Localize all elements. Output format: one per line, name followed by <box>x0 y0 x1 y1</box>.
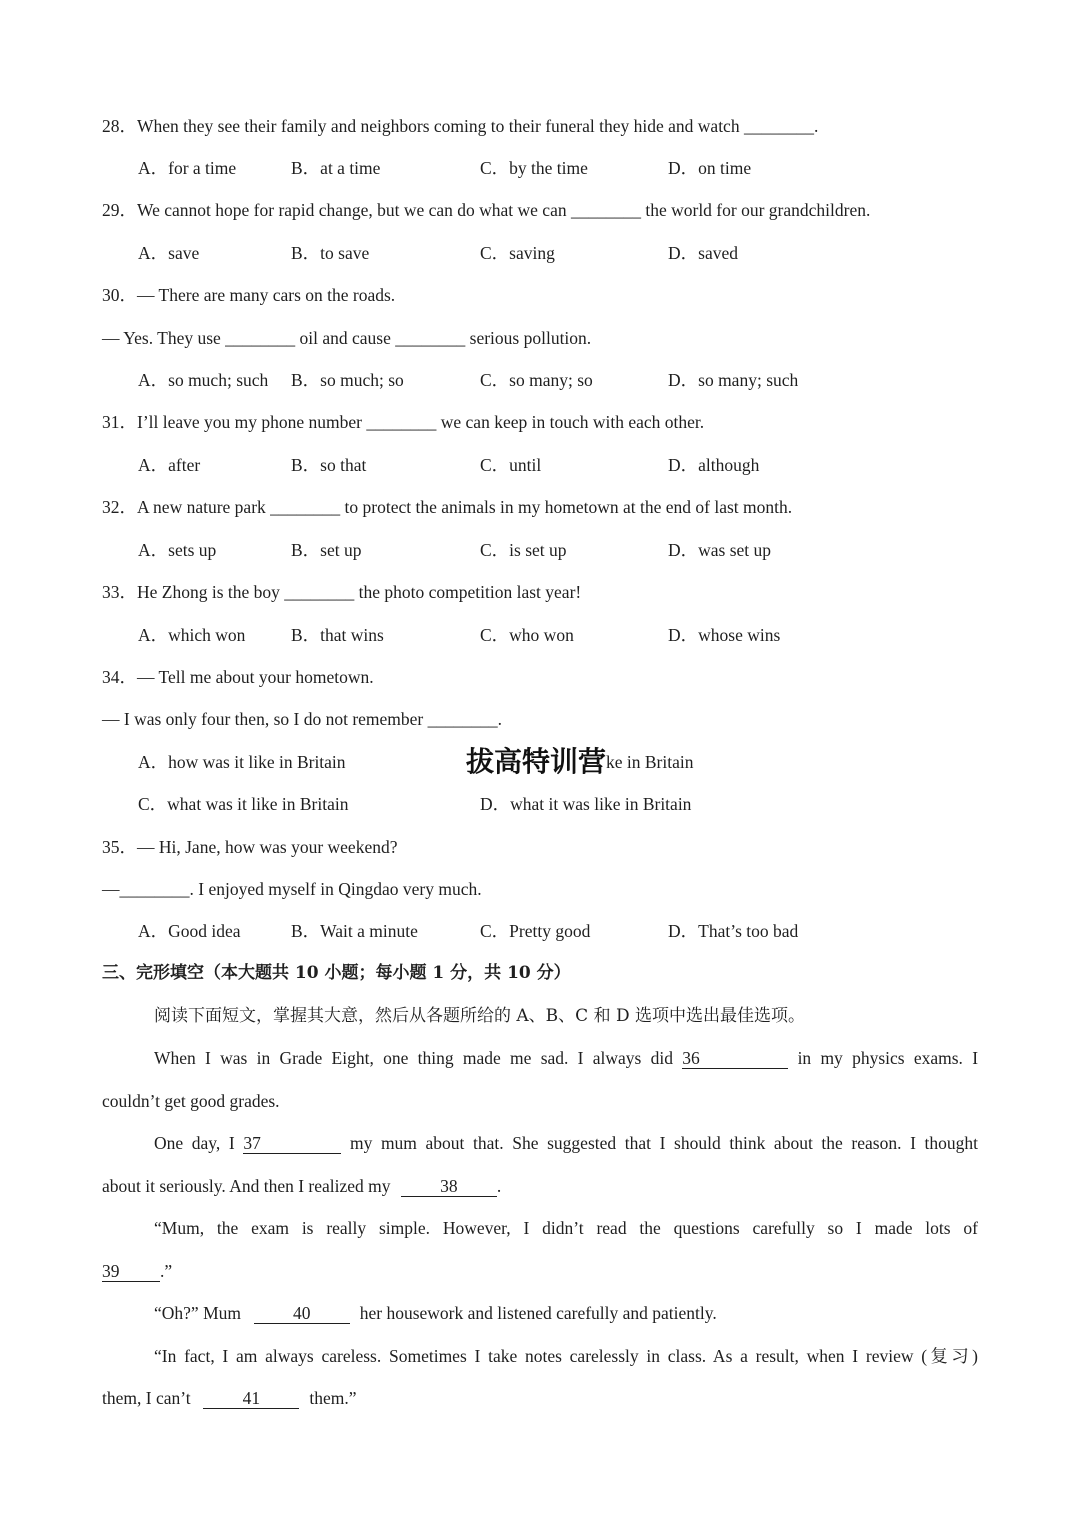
q28-option-b: B．at a time <box>291 158 381 178</box>
passage-p5-line2 <box>102 1387 357 1409</box>
passage-p1-line1 <box>154 1047 978 1069</box>
passage-text: .” <box>160 1261 173 1281</box>
watermark-logo: 拔高特训营 <box>466 745 607 778</box>
passage-p2-line2 <box>102 1175 501 1197</box>
q31-option-c: C．until <box>480 455 542 475</box>
blank-39: 39 <box>102 1261 160 1282</box>
blank-40: 40 <box>254 1303 350 1324</box>
blank-37: 37 <box>243 1133 341 1154</box>
q28-stem: 28．When they see their family and neighbors coming to their funeral they hide and watch ________. <box>102 116 819 136</box>
passage-p3-line1: “Mum, the exam is really simple. However, I didn’t read the questions carefully so I made lots of <box>154 1218 978 1238</box>
q29-option-a: A．save <box>138 243 200 263</box>
q30-stem: 30．— There are many cars on the roads. <box>102 285 396 305</box>
passage-text: them.” <box>309 1388 357 1408</box>
passage-text: about it seriously. And then I realized my <box>102 1176 391 1196</box>
q35-option-b: B．Wait a minute <box>291 921 418 941</box>
q32-stem: 32．A new nature park ________ to protect the animals in my hometown at the end of last month. <box>102 497 793 517</box>
q33-stem: 33．He Zhong is the boy ________ the photo competition last year! <box>102 582 582 602</box>
q28-option-c: C．by the time <box>480 158 588 178</box>
blank-38: 38 <box>401 1176 497 1197</box>
q34-option-a: A．how was it like in Britain <box>138 752 346 772</box>
q34-option-c: C．what was it like in Britain <box>138 794 349 814</box>
q31-stem: 31．I’ll leave you my phone number ________ we can keep in touch with each other. <box>102 412 705 432</box>
q35-stem: 35．— Hi, Jane, how was your weekend? <box>102 837 398 857</box>
q30-option-d: D．so many; such <box>668 370 799 390</box>
q29-option-b: B．to save <box>291 243 370 263</box>
q31-option-b: B．so that <box>291 455 367 475</box>
q30-option-b: B．so much; so <box>291 370 404 390</box>
passage-p2-line1 <box>154 1132 978 1154</box>
q31-option-d: D．although <box>668 455 760 475</box>
q29-option-d: D．saved <box>668 243 738 263</box>
section3-instruction: 阅读下面短文，掌握其大意，然后从各题所给的 A、B、C 和 D 选项中选出最佳选项。 <box>154 1006 806 1026</box>
passage-text: When I was in Grade Eight, one thing made me sad. I always did <box>154 1048 673 1068</box>
passage-text: my mum about that. She suggested that I should think about the reason. I thought <box>349 1133 978 1153</box>
q28-option-d: D．on time <box>668 158 752 178</box>
q33-option-d: D．whose wins <box>668 625 781 645</box>
passage-text: them, I can’t <box>102 1388 191 1408</box>
q35-reply: —________. I enjoyed myself in Qingdao very much. <box>102 879 482 899</box>
q32-option-b: B．set up <box>291 540 362 560</box>
blank-41: 41 <box>203 1388 299 1409</box>
passage-text: “Oh?” Mum <box>154 1303 241 1323</box>
q33-option-c: C．who won <box>480 625 574 645</box>
q35-option-a: A．Good idea <box>138 921 241 941</box>
passage-text: One day, I <box>154 1133 235 1153</box>
q30-option-a: A．so much; such <box>138 370 269 390</box>
section3-heading: 三、完形填空（本大题共 10 小题；每小题 1 分，共 10 分） <box>102 963 571 983</box>
passage-p3-line2 <box>102 1260 172 1282</box>
passage-text: . <box>496 1176 502 1196</box>
q32-option-a: A．sets up <box>138 540 217 560</box>
passage-p1-line2: couldn’t get good grades. <box>102 1091 280 1111</box>
q34-option-d: D．what it was like in Britain <box>480 794 692 814</box>
q28-option-a: A．for a time <box>138 158 237 178</box>
passage-text: in my physics exams. I <box>797 1048 979 1068</box>
q35-option-d: D．That’s too bad <box>668 921 799 941</box>
q34-stem: 34．— Tell me about your hometown. <box>102 667 374 687</box>
q30-reply: — Yes. They use ________ oil and cause ________ serious pollution. <box>102 328 592 348</box>
passage-text: her housework and listened carefully and patiently. <box>359 1303 717 1323</box>
q29-stem: 29．We cannot hope for rapid change, but we can do what we can ________ the world for our grandchildren. <box>102 200 871 220</box>
q30-option-c: C．so many; so <box>480 370 593 390</box>
q31-option-a: A．after <box>138 455 201 475</box>
q29-option-c: C．saving <box>480 243 555 263</box>
blank-36: 36 <box>682 1048 788 1069</box>
q35-option-c: C．Pretty good <box>480 921 591 941</box>
q34-option-b-partial: ke in Britain <box>606 752 694 772</box>
passage-p5-line1: “In fact, I am always careless. Sometimes I take notes carelessly in class. As a result, when I review (复习) <box>154 1346 978 1366</box>
q32-option-c: C．is set up <box>480 540 567 560</box>
q33-option-a: A．which won <box>138 625 246 645</box>
q32-option-d: D．was set up <box>668 540 772 560</box>
q34-reply: — I was only four then, so I do not remember ________. <box>102 709 502 729</box>
q33-option-b: B．that wins <box>291 625 384 645</box>
passage-p4 <box>154 1302 717 1324</box>
